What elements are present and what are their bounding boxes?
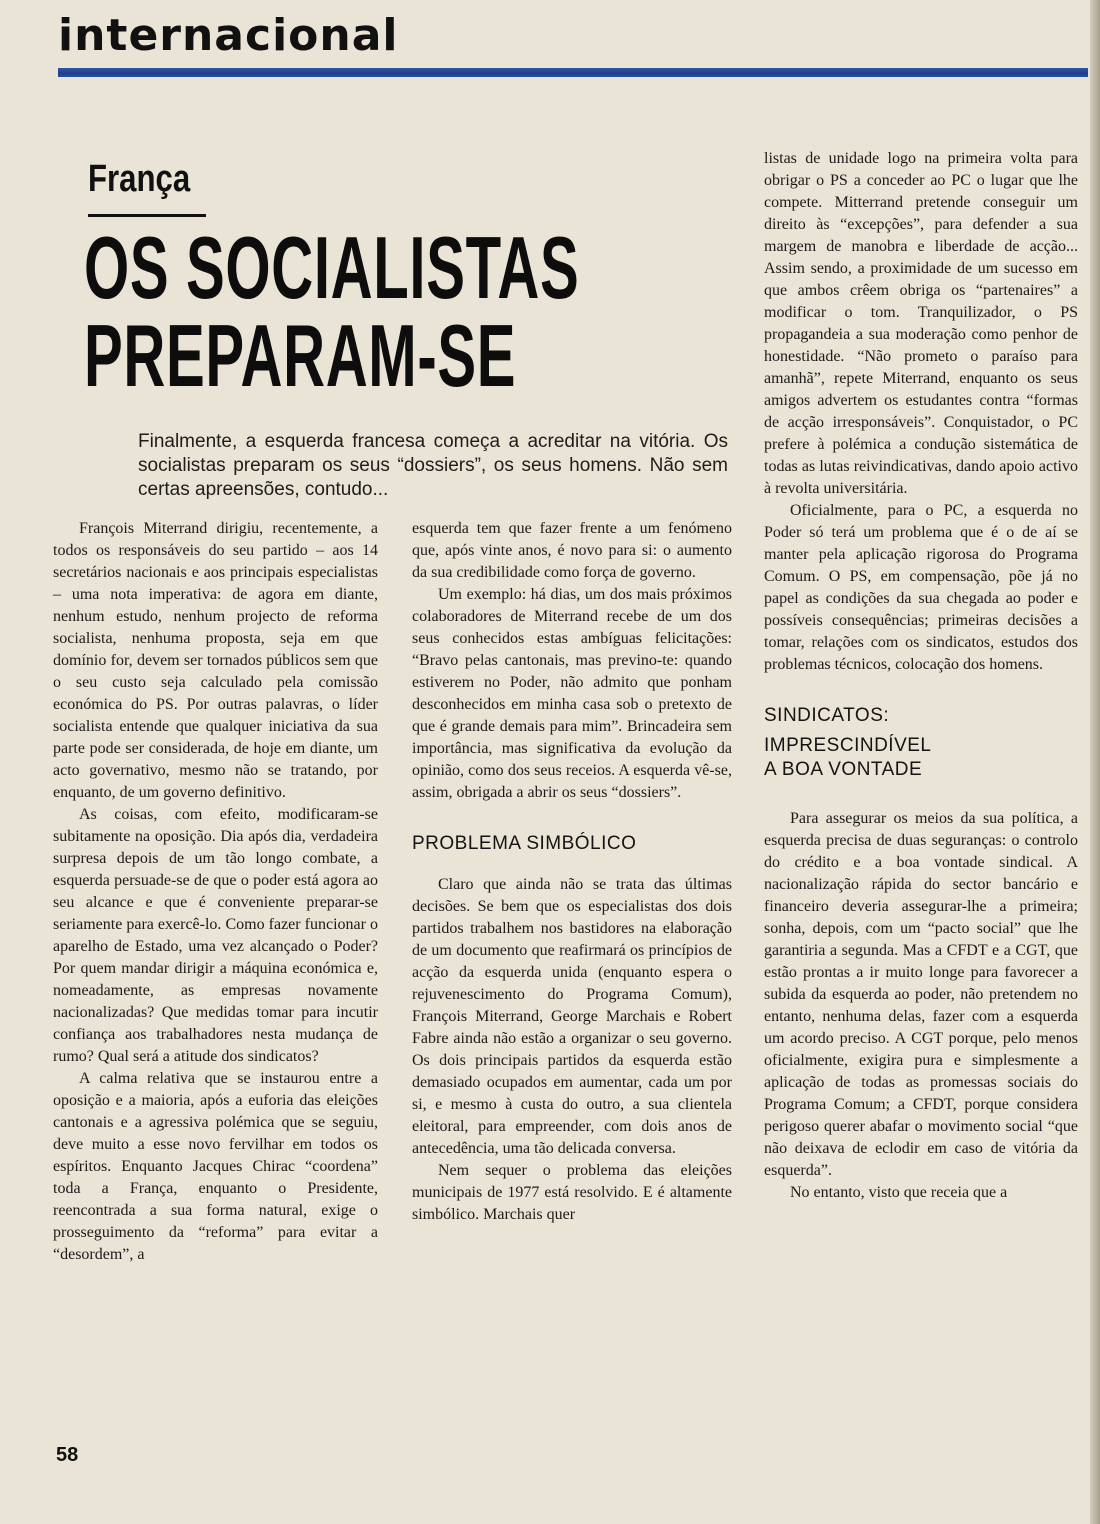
header-rule [58,68,1088,77]
subhead-sindicatos: SINDICATOS: [764,705,890,726]
paragraph-continued: esquerda tem que fazer frente a um fenómeno que, após vinte anos, é novo para si: o aumento da sua credibilidade como força de governo. [412,520,732,581]
paragraph: No entanto, visto que receia que a [790,1184,1008,1201]
lead-paragraph: Finalmente, a esquerda francesa começa a acreditar na vitória. Os socialistas preparam os seus “dossiers”, os seus homens. Não sem certas apreensões, contudo... [138,431,728,500]
column-2 [412,518,732,1226]
headline-line-1: OS SOCIALISTAS [84,218,580,317]
column-3 [764,148,1078,1204]
section-header: internacional [58,10,399,61]
paragraph: Nem sequer o problema das eleições municipais de 1977 está resolvido. E é altamente simbólico. Marchais quer [412,1162,732,1223]
kicker-underline [88,214,206,217]
subhead-problema-simbolico: PROBLEMA SIMBÓLICO [412,833,637,854]
column-1 [53,518,378,1266]
paragraph: Claro que ainda não se trata das últimas decisões. Se bem que os especialistas dos dois partidos trabalhem nos bastidores na elaboração de um documento que reafirmará os princípios de acção da esquerda unida (enquanto espera o rejuvenescimento do Programa Comum), François Miterrand, George Marchais e Robert Fabre ainda não estão a organizar o seu governo. Os dois principais partidos da esquerda estão demasiado ocupados em aumentar, cada um por si, e mesmo à custa do outro, a sua clientela eleitoral, para empreender, com dois anos de antecedência, uma tão delicada conversa. [412,876,732,1157]
headline [84,218,580,405]
paragraph-continued: listas de unidade logo na primeira volta para obrigar o PS a conceder ao PC o lugar que lhe compete. Mitterrand pretende conseguir um direito às “excepções”, para defender a sua margem de manobra e liberdade de acção... Assim sendo, a proximidade de um sucesso em que ambos crêem obriga os “partenaires” a modificar o tom. Tranquilizador, o PS propagandeia a sua moderação como penhor de honestidade. “Não prometo o paraíso para amanhã”, repete Miterrand, enquanto os seus amigos advertem os estudantes contra “formas de acção irresponsáveis”. Conquistador, o PC prefere à polémica a condução sistemática de todas as lutas reivindicativas, dando apoio activo à revolta universitária. [764,150,1078,497]
paragraph: As coisas, com efeito, modificaram-se subitamente na oposição. Dia após dia, verdadeira surpresa depois de um tão longo combate, a esquerda persuade-se de que o poder está agora ao seu alcance e que é conveniente preparar-se seriamente para exercê-lo. Como fazer funcionar o aparelho de Estado, uma vez alcançado o Poder? Por quem mandar dirigir a máquina económica e, nomeadamente, as empresas novamente nacionalizadas? Que medidas tomar para incutir confiança aos trabalhadores nesta mudança de rumo? Qual será a atitude dos sindicatos? [53,806,378,1065]
page-number: 58 [56,1444,79,1466]
subhead-imprescindivel [764,734,1078,782]
paragraph: A calma relativa que se instaurou entre a oposição e a maioria, após a euforia das eleições cantonais e a agressiva polémica que se seguiu, deve muito a esse novo fervilhar em todos os espíritos. Enquanto Jacques Chirac “coordena” toda a França, enquanto o Presidente, reencontrada a sua forma natural, exige o prosseguimento da “reforma” para evitar a “desordem”, a [53,1070,378,1263]
kicker-country: França [88,158,191,200]
headline-line-2: PREPARAM-SE [84,306,517,405]
subhead-line-1: IMPRESCINDÍVEL [764,735,932,756]
paragraph: Um exemplo: há dias, um dos mais próximos colaboradores de Miterrand recebe de um dos seus conhecidos estas ambíguas felicitações: “Bravo pelas cantonais, mas previno-te: quando estiverem no Poder, não admito que ponham desconhecidos em minha casa sob o pretexto de que é grande demais para mim”. Brincadeira sem importância, mas significativa da evolução da opinião, como dos seus receios. A esquerda vê-se, assim, obrigada a abrir os seus “dossiers”. [412,586,732,801]
paragraph: Para assegurar os meios da sua política, a esquerda precisa de duas seguranças: o controlo do crédito e a boa vontade sindical. A nacionalização rápida do sector bancário e financeiro deveria assegurar-lhe a primeira; sonha, depois, com um “pacto social” que lhe garantiria a segunda. Mas a CFDT e a CGT, que estão prontas a ir muito longe para favorecer a subida da esquerda ao poder, não pretendem no entanto, nenhuma delas, fazer com a esquerda um acordo preciso. A CGT porque, pelo menos oficialmente, exigira pura e simplesmente a aplicação de todas as promessas sociais do Programa Comum; a CFDT, porque considera perigoso querer abafar o movimento social “que não deixava de eclodir em caso de vitória da esquerda”. [764,810,1078,1179]
paragraph: Oficialmente, para o PC, a esquerda no Poder só terá um problema que é o de aí se manter pela aplicação rigorosa do Programa Comum. O PS, em compensação, põe já no papel as condições da sua chegada ao poder e possíveis consequências; primeiras decisões a tomar, relações com os sindicatos, estudos dos problemas técnicos, colocação dos homens. [764,502,1078,673]
subhead-line-2: A BOA VONTADE [764,759,923,780]
paragraph: François Miterrand dirigiu, recentemente, a todos os responsáveis do seu partido – aos 14 secretários nacionais e aos principais especialistas – uma nota imperativa: de agora em diante, nenhum estudo, nenhum projecto de reforma socialista, nenhuma proposta, seja em que domínio for, devem ser tornados públicos sem que o seu custo seja calculado pela comissão económica do PS. Por outras palavras, o líder socialista entende que qualquer iniciativa da sua parte pode ser considerada, de hoje em diante, um acto governativo, mesmo não se tratando, por enquanto, de um governo definitivo. [53,520,378,801]
page-spine-shadow [1090,0,1100,1524]
